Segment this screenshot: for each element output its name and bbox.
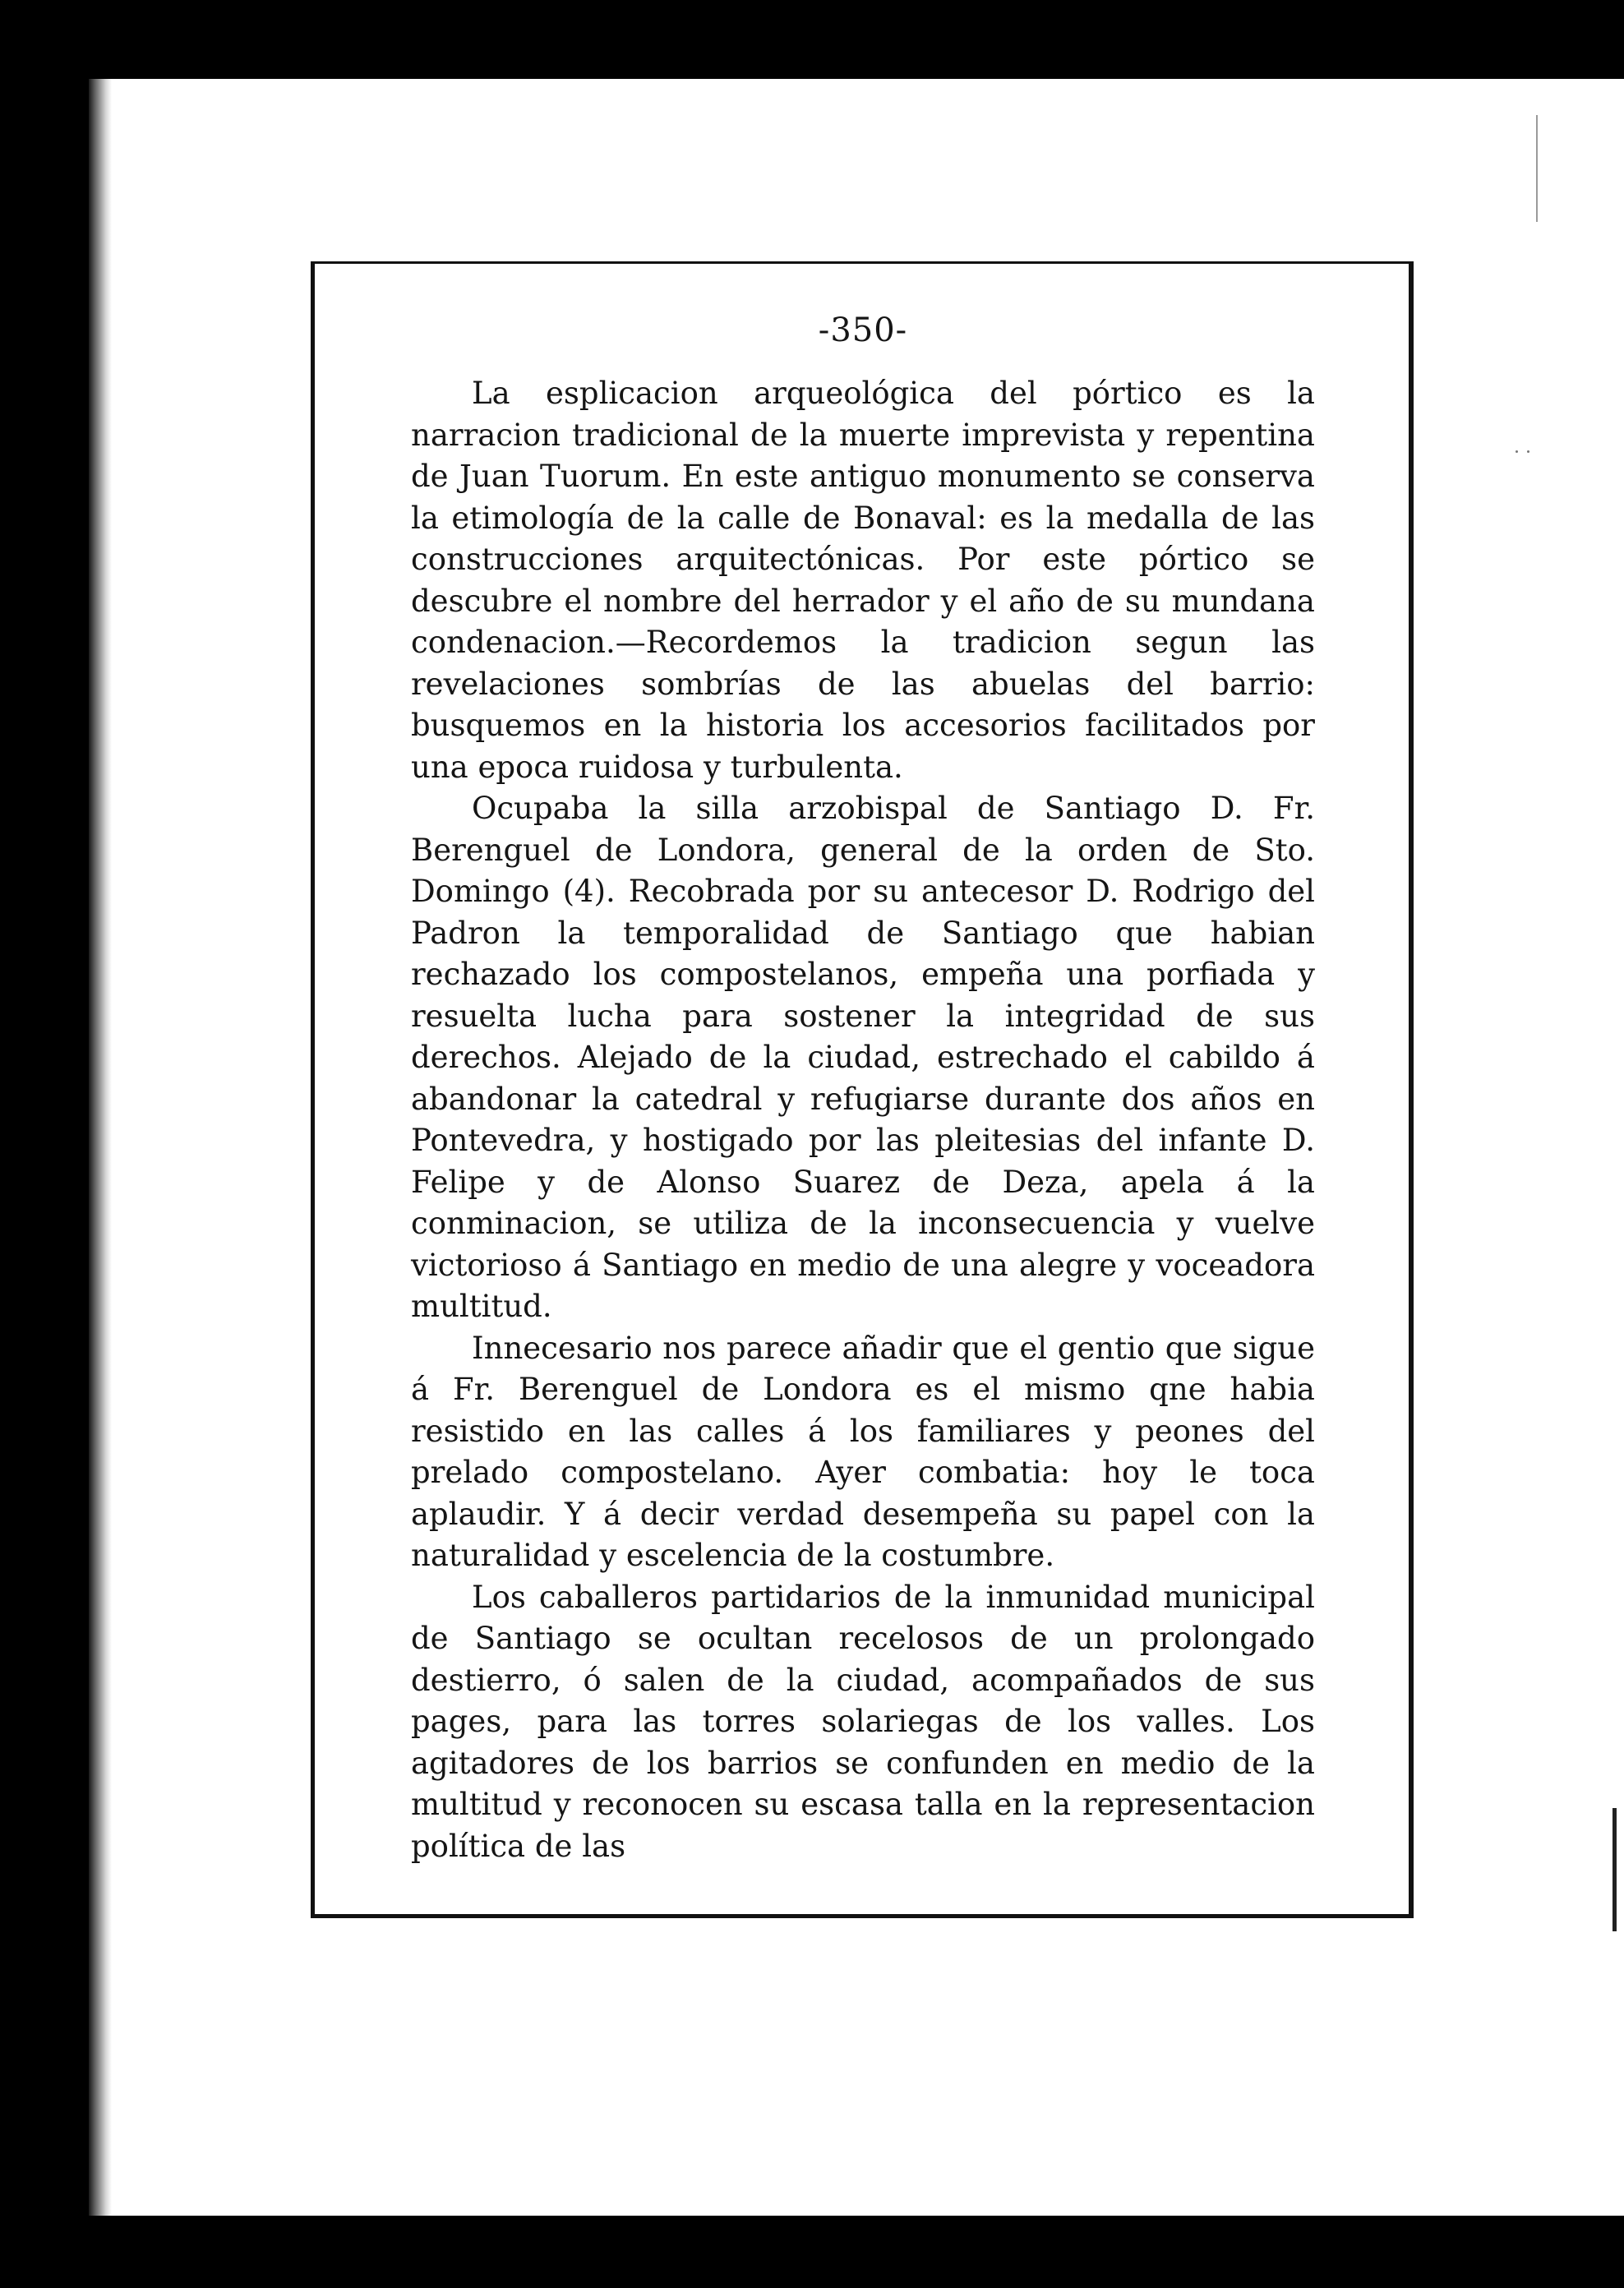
facing-page-specks <box>1516 450 1532 460</box>
paragraph-3: Innecesario nos parece añadir que el gentio que sigue á Fr. Berenguel de Londora es el mismo qne habia resistido en las calles á los familiares y peones del prelado compostelano. Ayer combatia: hoy le toca aplaudir. Y á decir verdad desempeña su papel con la naturalidad y escelencia de la costumbre. <box>411 1330 1315 1573</box>
text-block <box>411 306 1315 1867</box>
page-number: -350- <box>818 311 908 349</box>
facing-page-edge <box>1536 115 1538 222</box>
paragraph-1: La esplicacion arqueológica del pórtico es la narracion tradicional de la muerte imprevista y repentina de Juan Tuorum. En este antiguo monumento se conserva la etimología de la calle de Bonaval: es la medalla de las construcciones arquitectónicas. Por este pórtico se descubre el nombre del herrador y el año de su mundana condenacion.—Recordemos la tradicion segun las revelaciones sombrías de las abuelas del barrio: busquemos en la historia los accesorios facilitados por una epoca ruidosa y turbulenta. <box>411 376 1315 785</box>
paragraph-4: Los caballeros partidarios de la inmunidad municipal de Santiago se ocultan recelosos de un prolongado destierro, ó salen de la ciudad, acompañados de sus pages, para las torres solariegas de los valles. Los agitadores de los barrios se confunden en medio de la multitud y reconocen su escasa talla en la representacion política de las <box>411 1579 1315 1864</box>
paragraph-2: Ocupaba la silla arzobispal de Santiago D. Fr. Berenguel de Londora, general de la orden de Sto. Domingo (4). Recobrada por su antecesor D. Rodrigo del Padron la temporalidad de Santiago que habian rechazado los compostelanos, empeña una porfiada y resuelta lucha para sostener la integridad de sus derechos. Alejado de la ciudad, estrechado el cabildo á abandonar la catedral y refugiarse durante dos años en Pontevedra, y hostigado por las pleitesias del infante D. Felipe y de Alonso Suarez de Deza, apela á la conminacion, se utiliza de la inconsecuencia y vuelve victorioso á Santiago en medio de una alegre y voceadora multitud. <box>411 791 1315 1324</box>
binding-shadow <box>89 79 112 2216</box>
facing-page-mark <box>1612 1808 1617 1931</box>
